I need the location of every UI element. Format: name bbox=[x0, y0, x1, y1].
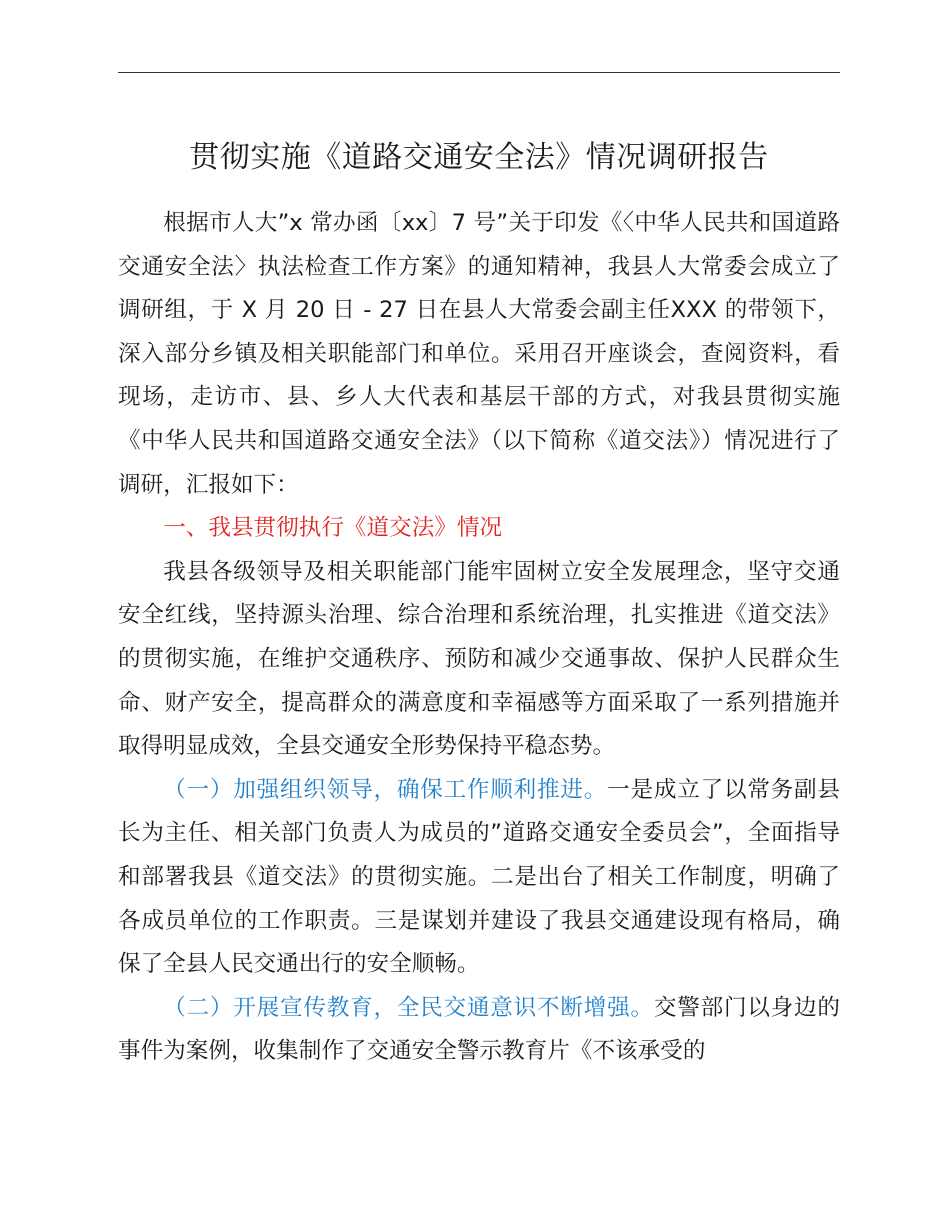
intro-paragraph: 根据市人大”x 常办函〔xx〕7 号”关于印发《〈中华人民共和国道路交通安全法〉执法检查工作方案》的通知精神，我县人大常委会成立了调研组，于 X 月 20 日 - 27 日在县人大常委会副主任XXX 的带领下，深入部分乡镇及相关职能部门和单位。采用召开座谈会，查阅资料，看现场，走访市、县、乡人大代表和基层干部的方式，对我县贯彻实施《中华人民共和国道路交通安全法》（以下简称《道交法》）情况进行了调研，汇报如下： bbox=[118, 210, 840, 498]
subsection-2-paragraph bbox=[118, 987, 840, 1074]
section-1-paragraph: 我县各级领导及相关职能部门能牢固树立安全发展理念，坚守交通安全红线，坚持源头治理、综合治理和系统治理，扎实推进《道交法》的贯彻实施，在维护交通秩序、预防和减少交通事故、保护人民群众生命、财产安全，提高群众的满意度和幸福感等方面采取了一系列措施并取得明显成效，全县交通安全形势保持平稳态势。 bbox=[118, 558, 840, 760]
document-body bbox=[118, 202, 840, 1074]
subsection-1-body: 一是成立了以常务副县长为主任、相关部门负责人为成员的”道路交通安全委员会”，全面指导和部署我县《道交法》的贯彻实施。二是出台了相关工作制度，明确了各成员单位的工作职责。三是谋划并建设了我县交通建设现有格局，确保了全县人民交通出行的安全顺畅。 bbox=[118, 776, 841, 978]
subsection-2-heading: （二）开展宣传教育，全民交通意识不断增强。 bbox=[163, 994, 654, 1021]
section-1-heading: 一、我县贯彻执行《道交法》情况 bbox=[163, 515, 503, 542]
subsection-1-heading: （一）加强组织领导，确保工作顺利推进。 bbox=[163, 776, 608, 803]
header-rule bbox=[118, 72, 840, 73]
document-title: 贯彻实施《道路交通安全法》情况调研报告 bbox=[189, 140, 769, 175]
subsection-2-body: 交警部门以身边的事件为案例，收集制作了交通安全警示教育片《不该承受的 bbox=[118, 994, 841, 1065]
subsection-1-paragraph bbox=[118, 769, 840, 987]
